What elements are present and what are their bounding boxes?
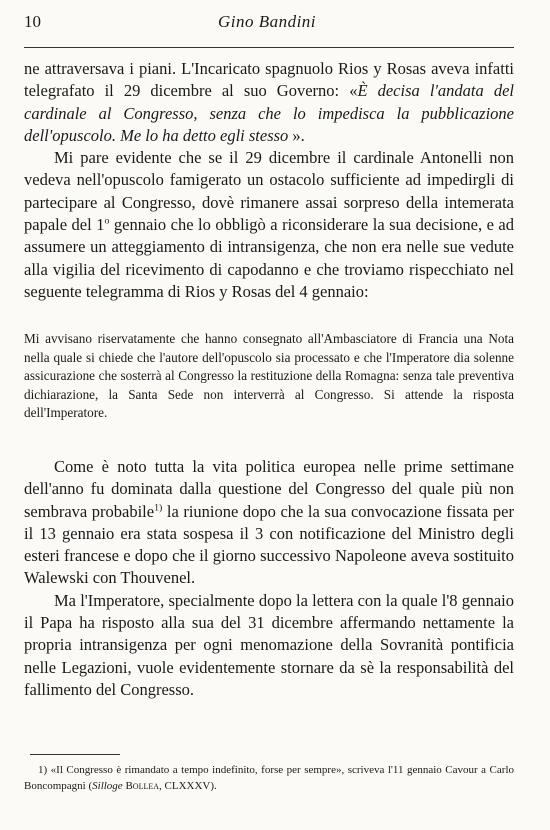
running-head: Gino Bandini: [217, 12, 317, 31]
footnote-source-title: Silloge: [92, 780, 123, 792]
block-quote-telegram: Mi avvisano riservatamente che hanno consegnato all'Ambasciatore di Francia una Nota nella quale si chiede che l'autore dell'opuscolo sia processato e che l'Imperatore dia solenne assicurazione che sosterrà al Congresso la restituzione della Romagna: senza tale preventiva dichiarazione, la Santa Sede non interverrà al Congresso. Si attende la risposta dell'Imperatore.: [24, 331, 514, 420]
ordinal-superscript: o: [104, 215, 110, 227]
inline-quote: È decisa l'andata del cardinale al Congresso, senza che lo impedisca la pubblicazione dell'opuscolo. Me lo ha detto egli stesso: [24, 81, 514, 145]
footnote: 1) «Il Congresso è rimandato a tempo indefinito, forse per sempre», scriveva l'11 gennaio Cavour a Carlo Boncompagni (Silloge Bollea, CLXXXV).: [24, 764, 514, 792]
paragraph-3: Come è noto tutta la vita politica europea nelle prime settimane dell'anno fu dominata dalla questione del Congresso del quale più non sembrava probabile$^{1)}$ la riunione dopo che la sua convocazione fissata per il 13 gennaio era stata sospesa il 3 con notificazione del Ministro degli esteri francese e dopo che il giorno successivo Napoleone aveva sostituito Walewski con Thouvenel.: [24, 457, 514, 588]
footnote-rule: [30, 754, 120, 755]
footnote-marker: 1): [38, 764, 48, 776]
paragraph-1: ne attraversava i piani. L'Incaricato spagnuolo Rios y Rosas aveva infatti telegrafato il 29 dicembre al suo Governo: «È decisa l'andata del cardinale al Congresso, senza che lo impedisca la pubblicazione dell'opuscolo. Me lo ha detto egli stesso ».: [24, 59, 514, 145]
footnote-reference[interactable]: 1): [154, 502, 163, 514]
body-text-upper: [24, 58, 514, 303]
body-text-lower: [24, 456, 514, 701]
footnote-source-author: Bollea: [122, 780, 160, 792]
paragraph-2: Mi pare evidente che se il 29 dicembre il cardinale Antonelli non vedeva nell'opuscolo famigerato un ostacolo sufficiente ad impedirgli di partecipare al Congresso, dovè rimanere assai sorpreso della intemerata papale del 1$^o$ gennaio che lo obbligò a riconsiderare la sua decisione, e ad assumere un atteggiamento di intransigenza, che non era nelle sue vedute alla vigilia del ricevimento di capodanno e che troviamo rispecchiato nel seguente telegramma di Rios y Rosas del 4 gennaio:: [24, 148, 514, 301]
header-rule: [24, 47, 514, 48]
page-header: [24, 12, 510, 36]
paragraph-4: Ma l'Imperatore, specialmente dopo la lettera con la quale l'8 gennaio il Papa ha risposto alla sua del 31 dicembre affermando nettamente la propria intransigenza per ogni menomazione della Sovranità pontificia nelle Legazioni, vuole evidentemente stornare da sè la responsabilità del fallimento del Congresso.: [24, 590, 514, 699]
page-number: 10: [24, 12, 41, 31]
